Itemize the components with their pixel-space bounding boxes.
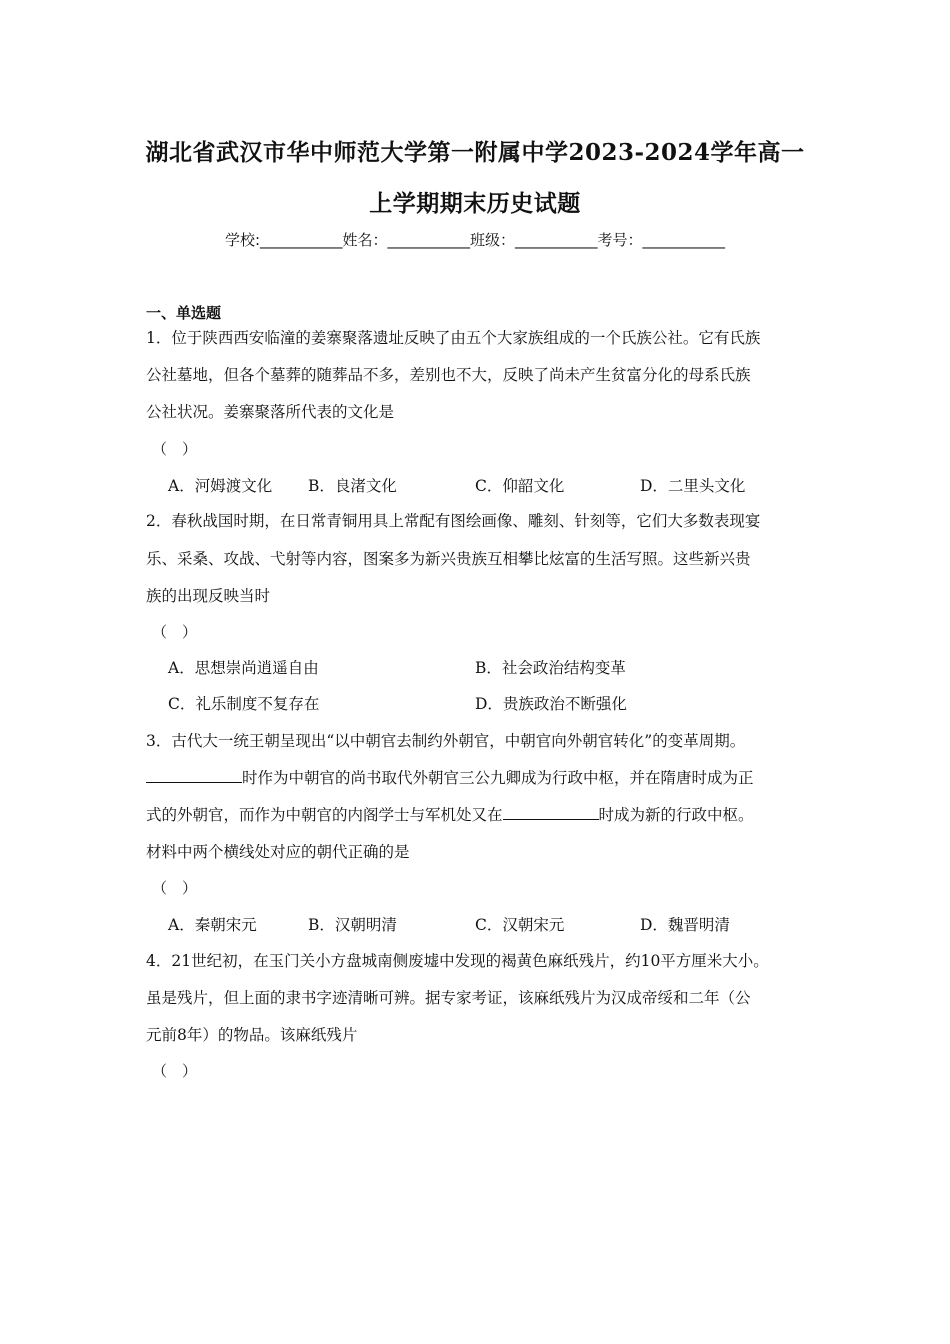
q2-line-1: 2．春秋战国时期，在日常青铜用具上常配有图绘画像、雕刻、针刻等，它们大多数表现宴: [146, 512, 761, 530]
q1-line-3: 公社状况。姜寨聚落所代表的文化是: [146, 403, 395, 421]
q3-line-2: [146, 766, 754, 788]
q1-option-b: B．良渚文化: [308, 477, 397, 495]
q3-option-c: C．汉朝宋元: [475, 916, 565, 934]
q1-option-a: A．河姆渡文化: [168, 477, 273, 495]
q1-option-c: C．仰韶文化: [475, 477, 565, 495]
title-line-2: 上学期期末历史试题: [369, 190, 581, 217]
q4-line-2: 虽是残片，但上面的隶书字迹清晰可辨。据专家考证，该麻纸残片为汉成帝绥和二年（公: [146, 989, 751, 1007]
q3-blank-1: [146, 768, 242, 783]
q2-line-2: 乐、采桑、攻战、弋射等内容，图案多为新兴贵族互相攀比炫富的生活写照。这些新兴贵: [146, 550, 751, 568]
q1-answer-paren: （ ）: [152, 440, 198, 458]
q3-line-4: 材料中两个横线处对应的朝代正确的是: [146, 843, 410, 861]
q3-line-3-text: 式的外朝官，而作为中朝官的内阁学士与军机处又在: [146, 806, 503, 824]
q2-option-a: A．思想崇尚逍遥自由: [168, 659, 319, 677]
q3-line-2-text: 时作为中朝官的尚书取代外朝官三公九卿成为行政中枢，并在隋唐时成为正: [242, 769, 754, 787]
q2-option-d: D．贵族政治不断强化: [475, 695, 627, 713]
q1-line-2: 公社墓地，但各个墓葬的随葬品不多，差别也不大，反映了尚未产生贫富分化的母系氏族: [146, 366, 751, 384]
q2-line-3: 族的出现反映当时: [146, 587, 271, 605]
q4-answer-paren: （ ）: [152, 1062, 198, 1080]
q2-answer-paren: （ ）: [152, 623, 198, 641]
q3-answer-paren: （ ）: [152, 879, 198, 897]
section-heading: 一、单选题: [146, 304, 222, 322]
q1-line-1: 1．位于陕西西安临潼的姜寨聚落遗址反映了由五个大家族组成的一个氏族公社。它有氏族: [146, 329, 761, 347]
q3-line-3-tail: 时成为新的行政中枢。: [598, 806, 754, 824]
q3-option-d: D．魏晋明清: [640, 916, 730, 934]
student-info-line: 学校:___________姓名：___________班级：___________考号：___________: [224, 231, 726, 249]
q3-option-a: A．秦朝宋元: [168, 916, 257, 934]
q3-line-3: [146, 803, 754, 825]
q3-line-1: 3．古代大一统王朝呈现出“以中朝官去制约外朝官，中朝官向外朝官转化”的变革周期。: [146, 732, 746, 750]
q2-option-b: B．社会政治结构变革: [475, 659, 626, 677]
q4-line-1: 4．21世纪初，在玉门关小方盘城南侧废墟中发现的褐黄色麻纸残片，约10平方厘米大小。: [146, 952, 769, 970]
q4-line-3: 元前8年）的物品。该麻纸残片: [146, 1026, 358, 1044]
title-line-1: 湖北省武汉市华中师范大学第一附属中学2023-2024学年高一: [145, 139, 805, 166]
q3-blank-2: [503, 805, 599, 820]
q2-option-c: C．礼乐制度不复存在: [168, 695, 320, 713]
q3-option-b: B．汉朝明清: [308, 916, 397, 934]
q1-option-d: D．二里头文化: [640, 477, 746, 495]
